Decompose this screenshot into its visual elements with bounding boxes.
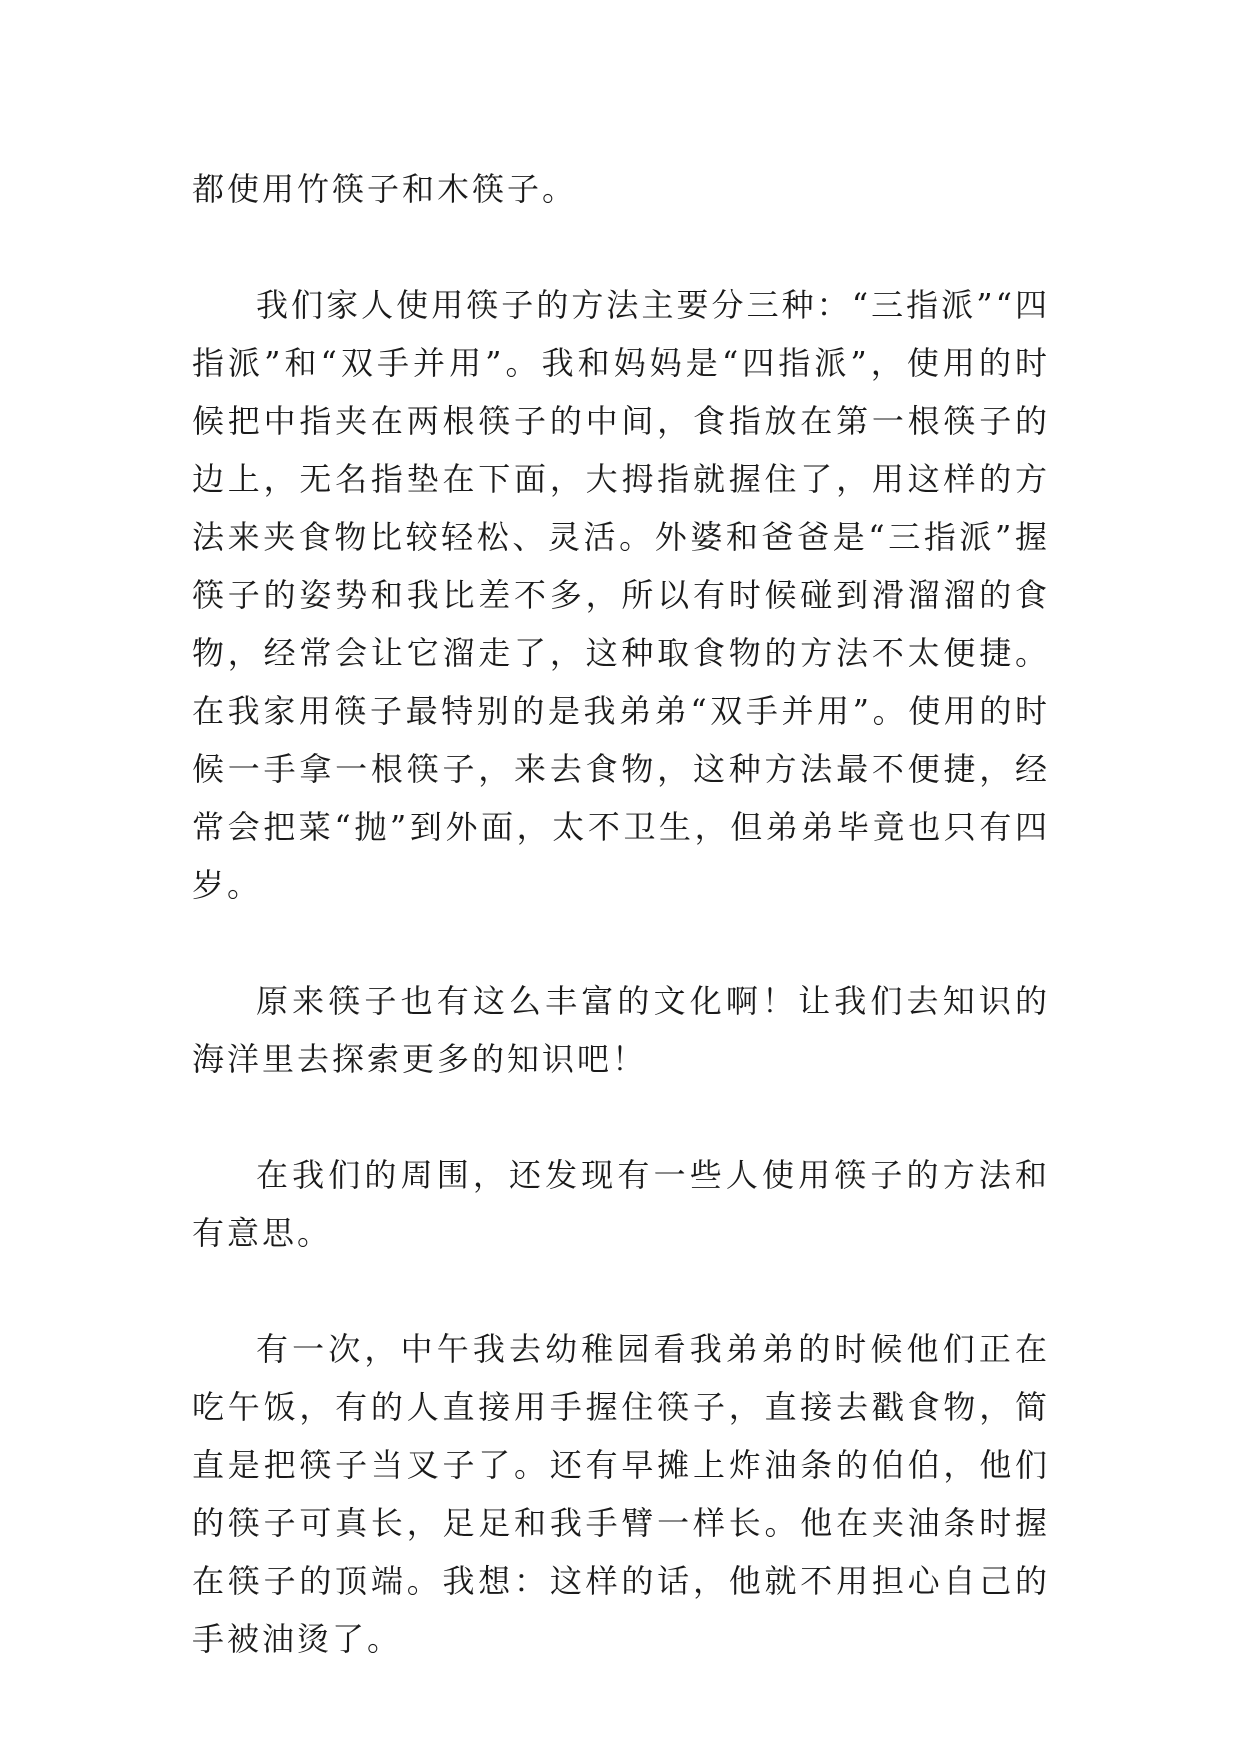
paragraph-2: 我们家人使用筷子的方法主要分三种：“三指派”“四指派”和“双手并用”。我和妈妈是“四指派”，使用的时候把中指夹在两根筷子的中间，食指放在第一根筷子的边上，无名指垫在下面，大拇指就握住了，用这样的方法来夹食物比较轻松、灵活。外婆和爸爸是“三指派”握筷子的姿势和我比差不多，所以有时候碰到滑溜溜的食物，经常会让它溜走了，这种取食物的方法不太便捷。在我家用筷子最特别的是我弟弟“双手并用”。使用的时候一手拿一根筷子，来去食物，这种方法最不便捷，经常会把菜“抛”到外面，太不卫生，但弟弟毕竟也只有四岁。 — [192, 286, 1050, 904]
paragraph-4: 在我们的周围，还发现有一些人使用筷子的方法和有意思。 — [192, 1156, 1050, 1252]
paragraph-1: 都使用竹筷子和木筷子。 — [192, 170, 578, 208]
paragraph-3: 原来筷子也有这么丰富的文化啊！让我们去知识的海洋里去探索更多的知识吧！ — [192, 982, 1050, 1078]
paragraph-5: 有一次，中午我去幼稚园看我弟弟的时候他们正在吃午饭，有的人直接用手握住筷子，直接去戳食物，简直是把筷子当叉子了。还有早摊上炸油条的伯伯，他们的筷子可真长，足足和我手臂一样长。他在夹油条时握在筷子的顶端。我想：这样的话，他就不用担心自己的手被油烫了。 — [192, 1330, 1050, 1658]
document-body — [192, 160, 1050, 1726]
